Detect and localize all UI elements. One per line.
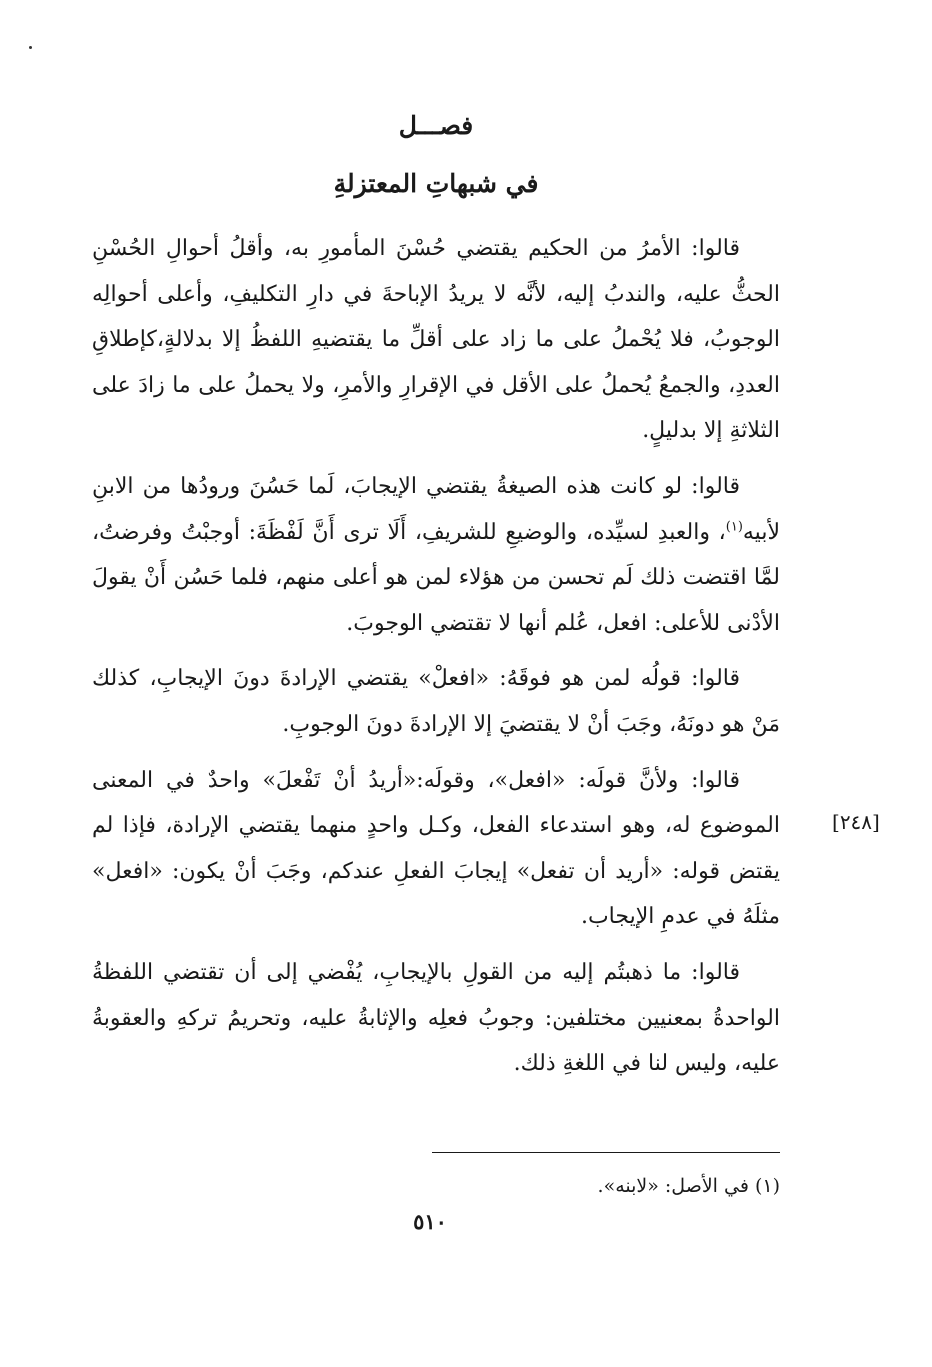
- scan-speck: [29, 46, 32, 49]
- paragraph-5: قالوا: ما ذهبتُم إليه من القولِ بالإيجابِ، يُفْضي إلى أن تقتضي اللفظةُ الواحدةُ بمعنيين مختلفين: وجوبُ فعلِه والإثابةُ عليه، وتحريمُ تركهِ والعقوبةُ عليه، وليس لنا في اللغةِ ذلك.: [92, 959, 780, 1077]
- paragraph-1: قالوا: الأمرُ من الحكيم يقتضي حُسْنَ المأمورِ به، وأقلُ أحوالِ الحُسْنِ الحثُّ عليه، والندبُ إليه، لأنَّه لا يريدُ الإباحةَ في دارِ التكليفِ، وأعلى أحوالِه الوجوبُ، فلا يُحْملُ على ما زاد على أقلِّ ما يقتضيهِ اللفظُ إلا بدلالةٍ،كإطلاقِ العددِ، والجمعُ يُحملُ على الأقل في الإقرارِ والأمرِ، ولا يحملُ على ما زادَ على الثلاثةِ إلا بدليلٍ.: [92, 236, 780, 444]
- paragraph-2-end: ، والعبدِ لسيِّده، والوضيعِ للشريفِ، أَلَا ترى أَنَّ لَفْظَةَ: أوجبْتُ وفرضتُ، لمَّا اقتضت ذلك لَم تحسن من هؤلاء لمن هو أعلى منهم، فلما حَسُن أَنْ يقولَ الأدْنى للأعلى: افعل، عُلم أنها لا تقتضي الوجوبَ.: [92, 519, 780, 636]
- footnote-divider: [432, 1152, 780, 1153]
- manuscript-folio-note: [٢٤٨]: [832, 810, 880, 834]
- footnote: (١) في الأصل: «لابنه».: [597, 1175, 780, 1197]
- section-subtitle: في شبهاتِ المعتزلةِ: [333, 169, 539, 198]
- paragraph-3: قالوا: قولُه لمن هو فوقَهُ: «افعلْ» يقتضي الإرادةَ دونَ الإيجابِ، كذلك مَنْ هو دونَهُ، وجَبَ أنْ لا يقتضيَ إلا الإرادةَ دونَ الوجوبِ.: [92, 666, 780, 737]
- paragraph-4: قالوا: ولأنَّ قولَه: «افعل»، وقولَه:«أريدُ أنْ تَفْعلَ» واحدٌ في المعنى الموضوع له، وهو استدعاء الفعل، وكـل واحدٍ منهما يقتضي الإرادة، فإذا لم يقتض قوله: «أريد أن تفعل» إيجابَ الفعلِ عندكم، وجَبَ أنْ يكون: «افعل» مثلَهُ في عدمِ الإيجاب.: [92, 767, 780, 930]
- footnote-marker: (١): [725, 519, 743, 535]
- paragraph-2: [92, 464, 780, 646]
- section-heading: فصـــل: [398, 111, 474, 140]
- page-number: ٥١٠: [413, 1209, 447, 1234]
- paragraph-2-start: قالوا: لو كانت هذه الصيغةُ يقتضي الإيجابَ، لَما حَسُنَ ورودُها من الابنِ لأبيه: [92, 473, 780, 545]
- body-text: [92, 226, 780, 1097]
